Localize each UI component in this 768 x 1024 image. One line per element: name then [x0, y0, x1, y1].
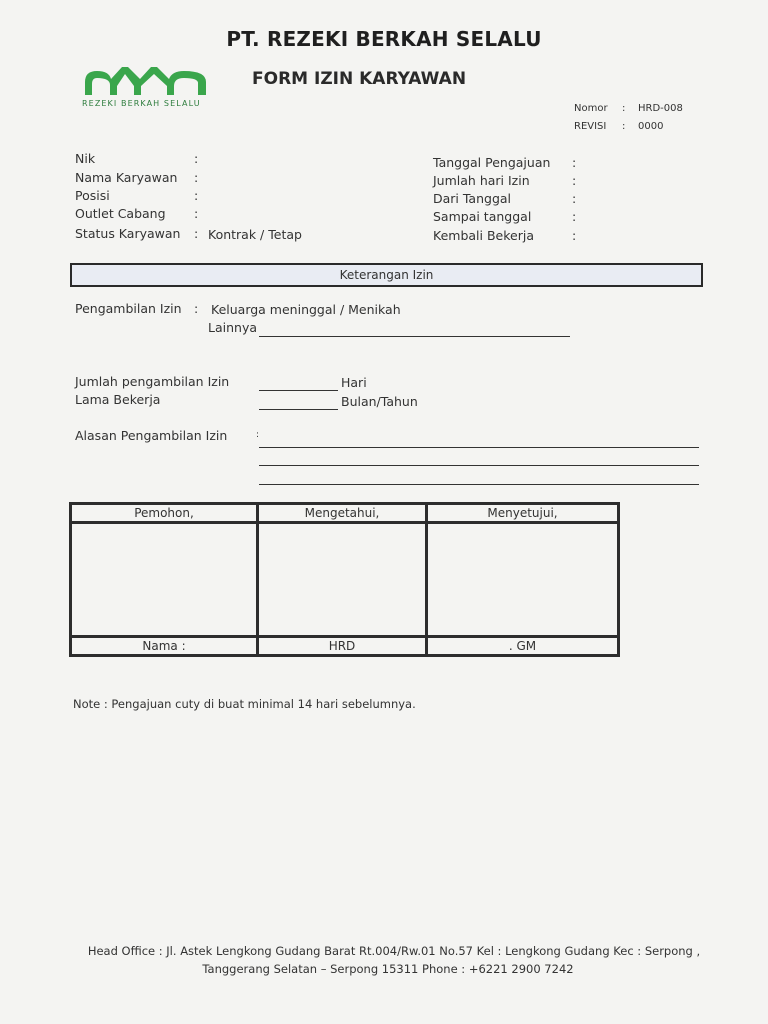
lainnya-label: Lainnya	[208, 320, 257, 335]
section-header-keterangan: Keterangan Izin	[70, 263, 703, 287]
revisi-colon: :	[622, 121, 626, 132]
field-colon: :	[572, 155, 577, 170]
jumlah-input-line[interactable]	[259, 390, 338, 391]
jumlah-unit: Hari	[341, 375, 367, 390]
field-colon: :	[194, 151, 199, 166]
field-label-sampai-tanggal: Sampai tanggal	[433, 209, 532, 224]
field-label-status: Status Karyawan	[75, 226, 181, 241]
revisi-label: REVISI	[574, 121, 607, 132]
field-colon: :	[194, 170, 199, 185]
signature-header-menyetujui: Menyetujui,	[427, 504, 619, 523]
footer-address-line2: Tanggerang Selatan – Serpong 15311 Phone : +6221 2900 7242	[202, 962, 574, 976]
alasan-colon: :	[256, 430, 260, 440]
field-colon: :	[194, 206, 199, 221]
nomor-colon: :	[622, 103, 626, 114]
signature-header-pemohon: Pemohon,	[71, 504, 258, 523]
lainnya-input-line[interactable]	[259, 336, 570, 337]
logo-caption: REZEKI BERKAH SELALU	[82, 99, 201, 108]
field-label-posisi: Posisi	[75, 188, 110, 203]
field-label-jumlah-hari: Jumlah hari Izin	[433, 173, 530, 188]
pengambilan-colon: :	[194, 301, 199, 316]
company-name: PT. REZEKI BERKAH SELALU	[226, 27, 542, 51]
field-colon: :	[572, 228, 577, 243]
field-label-dari-tanggal: Dari Tanggal	[433, 191, 512, 206]
revisi-value: 0000	[638, 121, 664, 132]
signature-box-mengetahui[interactable]	[258, 523, 427, 637]
signature-table	[69, 502, 620, 657]
field-label-kembali-bekerja: Kembali Bekerja	[433, 228, 534, 243]
jumlah-label: Jumlah pengambilan Izin	[75, 374, 230, 389]
nomor-label: Nomor	[574, 103, 608, 114]
field-label-nama: Nama Karyawan	[75, 170, 178, 185]
pengambilan-options[interactable]: Keluarga meninggal / Menikah	[211, 302, 401, 317]
field-colon: :	[572, 173, 577, 188]
logo-roof-icon	[82, 62, 210, 98]
signature-header-mengetahui: Mengetahui,	[258, 504, 427, 523]
form-title: FORM IZIN KARYAWAN	[252, 69, 467, 89]
field-value-status[interactable]: Kontrak / Tetap	[208, 227, 302, 242]
pengambilan-label: Pengambilan Izin	[75, 301, 182, 316]
field-label-tanggal-pengajuan: Tanggal Pengajuan	[433, 155, 551, 170]
lama-input-line[interactable]	[259, 409, 338, 410]
nomor-value: HRD-008	[638, 103, 683, 114]
lama-label: Lama Bekerja	[75, 392, 161, 407]
alasan-label: Alasan Pengambilan Izin	[75, 428, 228, 443]
field-colon: :	[194, 188, 199, 203]
signature-footer-gm: . GM	[427, 637, 619, 656]
field-label-outlet: Outlet Cabang	[75, 206, 166, 221]
signature-box-pemohon[interactable]	[71, 523, 258, 637]
alasan-input-line[interactable]	[259, 465, 699, 466]
signature-box-menyetujui[interactable]	[427, 523, 619, 637]
field-colon: :	[572, 191, 577, 206]
lama-unit: Bulan/Tahun	[341, 394, 418, 409]
company-logo	[82, 62, 210, 102]
footer-address-line1: Head Office : Jl. Astek Lengkong Gudang Barat Rt.004/Rw.01 No.57 Kel : Lengkong Gudang Kec : Serpong ,	[87, 944, 701, 958]
field-colon: :	[194, 226, 199, 241]
signature-footer-nama: Nama :	[71, 637, 258, 656]
signature-footer-hrd: HRD	[258, 637, 427, 656]
field-colon: :	[572, 209, 577, 224]
field-label-nik: Nik	[75, 151, 96, 166]
alasan-input-line[interactable]	[259, 484, 699, 485]
alasan-input-line[interactable]	[259, 447, 699, 448]
note-text: Note : Pengajuan cuty di buat minimal 14 hari sebelumnya.	[73, 697, 416, 711]
